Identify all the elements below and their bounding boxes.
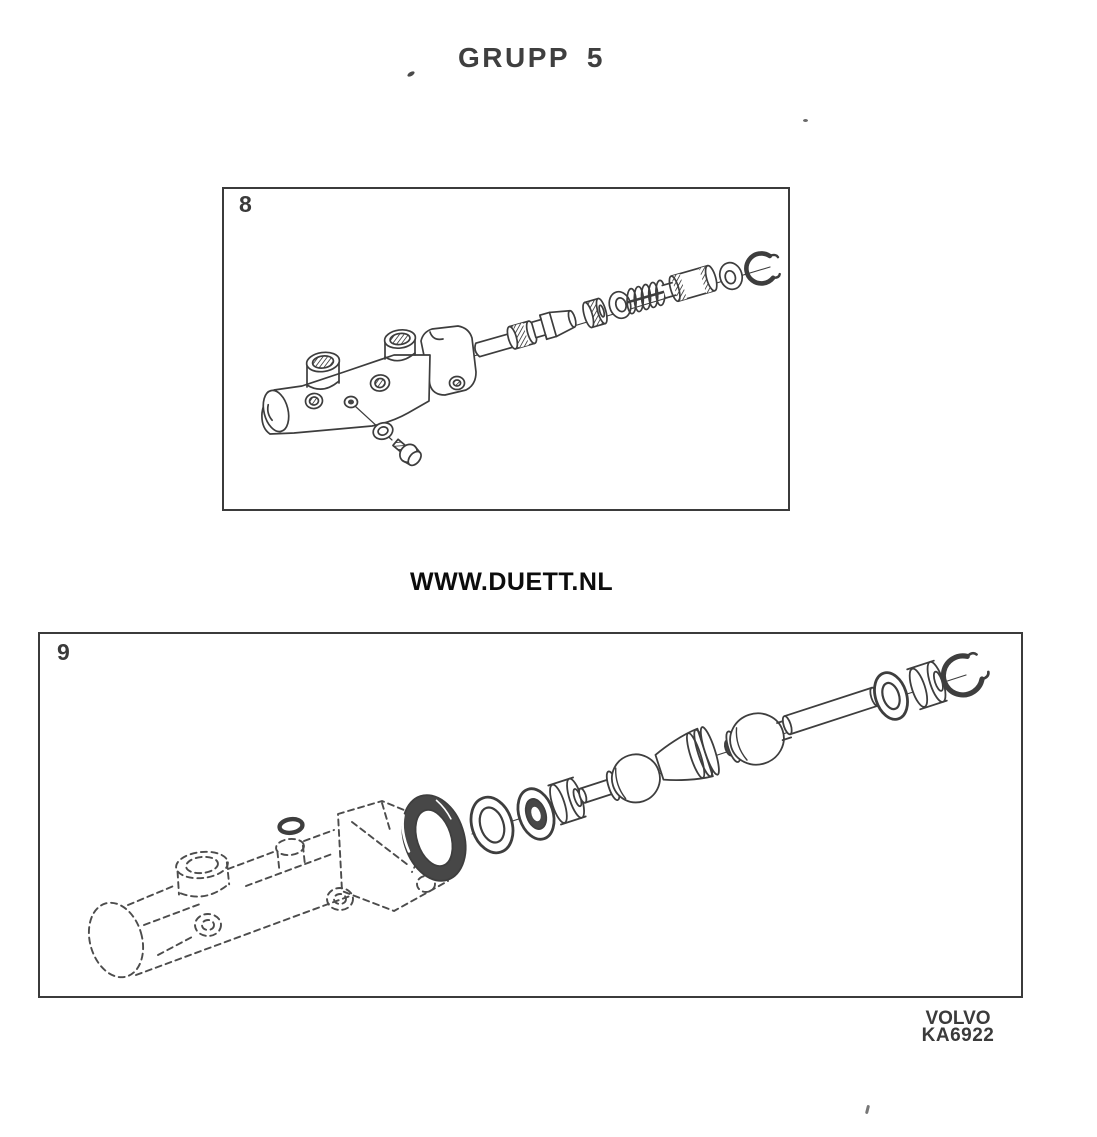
figure-8-box <box>222 187 790 511</box>
figure-9-label: 9 <box>57 639 70 665</box>
figure-8-diagram <box>224 189 788 509</box>
plate-code: KA6922 <box>921 1025 995 1046</box>
figure-9-box <box>38 632 1023 998</box>
scan-speck <box>865 1105 870 1114</box>
scan-speck <box>803 119 808 122</box>
plate-credit <box>907 1010 1009 1044</box>
page-title: GRUPP 5 <box>458 42 605 73</box>
figure-8-label: 8 <box>239 191 252 217</box>
watermark-text: WWW.DUETT.NL <box>410 568 614 596</box>
brand-text: VOLVO <box>925 1008 991 1029</box>
scan-speck <box>407 70 416 77</box>
figure-9-diagram <box>40 634 1021 996</box>
